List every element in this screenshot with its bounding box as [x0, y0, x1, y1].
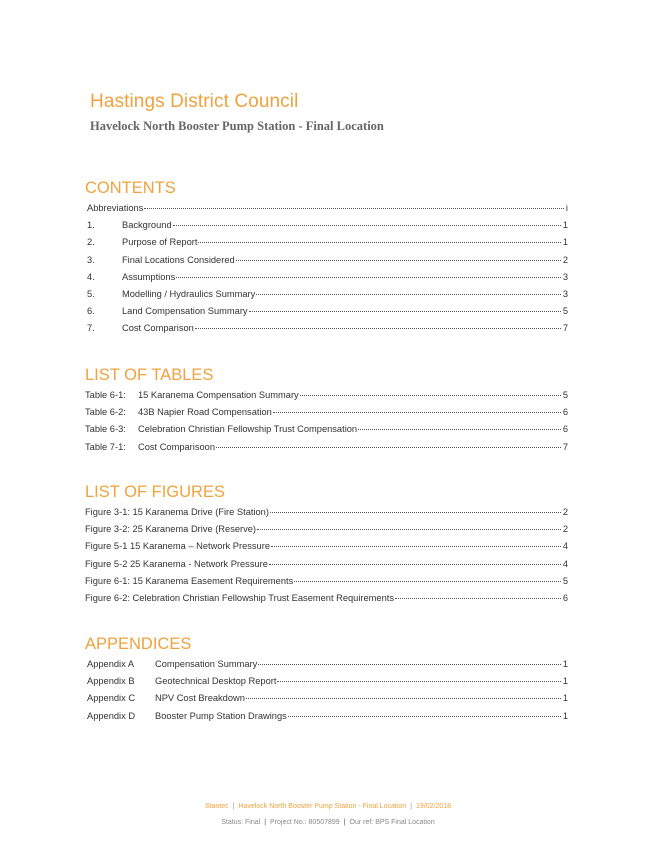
toc-page-number: 5: [562, 575, 568, 586]
toc-entry[interactable]: [85, 659, 568, 676]
toc-entry-number: 4.: [87, 271, 95, 282]
toc-leader-dots: [195, 328, 561, 329]
tables-heading: LIST OF TABLES: [85, 366, 214, 384]
footer-project-number: Project No.: 80507899: [270, 819, 340, 826]
toc-leader-dots: [269, 564, 561, 565]
toc-entry[interactable]: [85, 203, 568, 220]
toc-page-number: 2: [562, 254, 568, 265]
toc-entry-label: Figure 3-2: 25 Karanema Drive (Reserve): [85, 524, 257, 535]
toc-page-number: 6: [562, 424, 568, 435]
toc-leader-dots: [216, 447, 561, 448]
toc-entry-number: 6.: [87, 306, 95, 317]
toc-page-number: 2: [562, 524, 568, 535]
toc-entry-number: Appendix D: [87, 710, 136, 721]
toc-entry[interactable]: [85, 272, 568, 289]
toc-leader-dots: [300, 395, 561, 396]
toc-entry-label: Abbreviations: [87, 203, 144, 213]
toc-entry[interactable]: [85, 507, 568, 524]
toc-page-number: 1: [562, 237, 568, 248]
footer-company: Stantec: [204, 803, 229, 810]
footer-separator: |: [410, 803, 413, 810]
toc-entry[interactable]: [85, 541, 568, 558]
toc-entry[interactable]: [85, 424, 568, 441]
toc-leader-dots: [294, 581, 561, 582]
footer-project: Havelock North Booster Pump Station - Final Location: [238, 803, 407, 810]
toc-entry[interactable]: [85, 407, 568, 424]
toc-entry-label: Geotechnical Desktop Report: [155, 676, 277, 687]
tables-section: [85, 365, 568, 459]
toc-entry-label: Celebration Christian Fellowship Trust Compensation: [138, 424, 358, 435]
toc-entry[interactable]: [85, 323, 568, 340]
toc-entry-label: NPV Cost Breakdown: [155, 693, 245, 704]
toc-leader-dots: [288, 716, 561, 717]
toc-entry-number: Table 6-2:: [85, 407, 126, 418]
toc-entry-number: Appendix C: [87, 693, 136, 704]
appendices-section: [85, 634, 568, 728]
toc-leader-dots: [395, 598, 561, 599]
toc-entry-number: Table 7-1:: [85, 441, 126, 452]
toc-page-number: 6: [562, 407, 568, 418]
toc-entry[interactable]: [85, 676, 568, 693]
toc-entry[interactable]: [85, 289, 568, 306]
appendices-heading: APPENDICES: [85, 635, 192, 653]
contents-list: [85, 203, 568, 341]
toc-entry[interactable]: [85, 237, 568, 254]
toc-page-number: 3: [562, 271, 568, 282]
toc-leader-dots: [236, 260, 561, 261]
toc-page-number: i: [565, 203, 568, 213]
tables-list: [85, 390, 568, 459]
toc-leader-dots: [256, 294, 561, 295]
contents-section: [85, 178, 568, 341]
toc-leader-dots: [246, 698, 561, 699]
toc-page-number: 1: [562, 659, 568, 669]
toc-entry[interactable]: [85, 576, 568, 593]
document-subtitle: Havelock North Booster Pump Station - Final Location: [90, 119, 384, 133]
toc-page-number: 6: [562, 592, 568, 603]
footer-secondary: [0, 819, 656, 826]
toc-entry-number: Appendix A: [87, 659, 135, 669]
toc-page-number: 1: [562, 220, 568, 231]
toc-leader-dots: [173, 225, 561, 226]
contents-heading: CONTENTS: [85, 179, 176, 197]
footer-separator: |: [343, 819, 346, 826]
toc-entry-label: Cost Comparison: [122, 323, 194, 334]
footer-primary: [0, 803, 656, 810]
toc-page-number: 5: [562, 306, 568, 317]
footer-status: Status: Final: [221, 819, 261, 826]
toc-entry-number: 3.: [87, 254, 95, 265]
toc-page-number: 1: [562, 676, 568, 687]
toc-entry[interactable]: [85, 306, 568, 323]
toc-entry-label: Figure 3-1: 15 Karanema Drive (Fire Station): [85, 507, 269, 517]
toc-entry[interactable]: [85, 524, 568, 541]
toc-leader-dots: [144, 208, 564, 209]
toc-entry-number: Table 6-3:: [85, 424, 126, 435]
toc-entry-number: 1.: [87, 220, 95, 231]
toc-entry-label: Background: [122, 220, 172, 231]
toc-entry-label: Cost Comparisoon: [138, 441, 215, 452]
toc-page-number: 5: [562, 390, 568, 400]
toc-leader-dots: [358, 429, 561, 430]
toc-entry-number: 7.: [87, 323, 95, 334]
footer-date: 19/02/2018: [416, 803, 452, 810]
toc-entry[interactable]: [85, 255, 568, 272]
toc-entry-label: Figure 6-2: Celebration Christian Fellowship Trust Easement Requirements: [85, 592, 394, 603]
toc-entry-number: Appendix B: [87, 676, 135, 687]
toc-entry-label: Figure 5-2 25 Karanema - Network Pressure: [85, 558, 268, 569]
toc-leader-dots: [277, 681, 560, 682]
toc-entry-number: 5.: [87, 288, 95, 299]
toc-page-number: 3: [562, 288, 568, 299]
toc-leader-dots: [257, 529, 561, 530]
toc-entry-label: 43B Napier Road Compensation: [138, 407, 272, 418]
toc-page-number: 7: [562, 441, 568, 452]
toc-page-number: 2: [562, 507, 568, 517]
toc-entry[interactable]: [85, 559, 568, 576]
toc-leader-dots: [270, 512, 561, 513]
organization-title: Hastings District Council: [90, 91, 299, 112]
toc-leader-dots: [198, 242, 560, 243]
toc-leader-dots: [271, 546, 561, 547]
toc-entry-label: Booster Pump Station Drawings: [155, 710, 287, 721]
toc-entry-label: Final Locations Considered: [122, 254, 235, 265]
toc-entry-label: Land Compensation Summary: [122, 306, 248, 317]
toc-entry-label: Figure 5-1 15 Karanema – Network Pressure: [85, 541, 270, 552]
toc-page-number: 1: [562, 710, 568, 721]
toc-leader-dots: [249, 311, 561, 312]
toc-leader-dots: [176, 277, 561, 278]
toc-entry-label: Compensation Summary: [155, 659, 258, 669]
toc-page-number: 4: [562, 541, 568, 552]
toc-leader-dots: [273, 412, 561, 413]
toc-entry-label: Assumptions: [122, 271, 176, 282]
toc-entry[interactable]: [85, 693, 568, 710]
toc-entry[interactable]: [85, 390, 568, 407]
toc-entry-label: Figure 6-1: 15 Karanema Easement Requirements: [85, 575, 294, 586]
toc-entry[interactable]: [85, 442, 568, 459]
toc-entry-number: Table 6-1:: [85, 390, 126, 400]
toc-entry[interactable]: [85, 220, 568, 237]
figures-section: [85, 482, 568, 610]
toc-entry-number: 2.: [87, 237, 95, 248]
toc-entry-label: Purpose of Report: [122, 237, 198, 248]
footer-separator: |: [232, 803, 235, 810]
figures-list: [85, 507, 568, 610]
footer-separator: |: [264, 819, 267, 826]
toc-page-number: 1: [562, 693, 568, 704]
appendices-list: [85, 659, 568, 728]
toc-leader-dots: [258, 664, 561, 665]
toc-entry[interactable]: [85, 711, 568, 728]
toc-page-number: 4: [562, 558, 568, 569]
toc-entry-label: 15 Karanema Compensation Summary: [138, 390, 299, 400]
toc-entry[interactable]: [85, 593, 568, 610]
figures-heading: LIST OF FIGURES: [85, 483, 225, 501]
toc-page-number: 7: [562, 323, 568, 334]
toc-entry-label: Modelling / Hydraulics Summary: [122, 288, 256, 299]
footer-our-ref: Our ref: BPS Final Location: [349, 819, 435, 826]
